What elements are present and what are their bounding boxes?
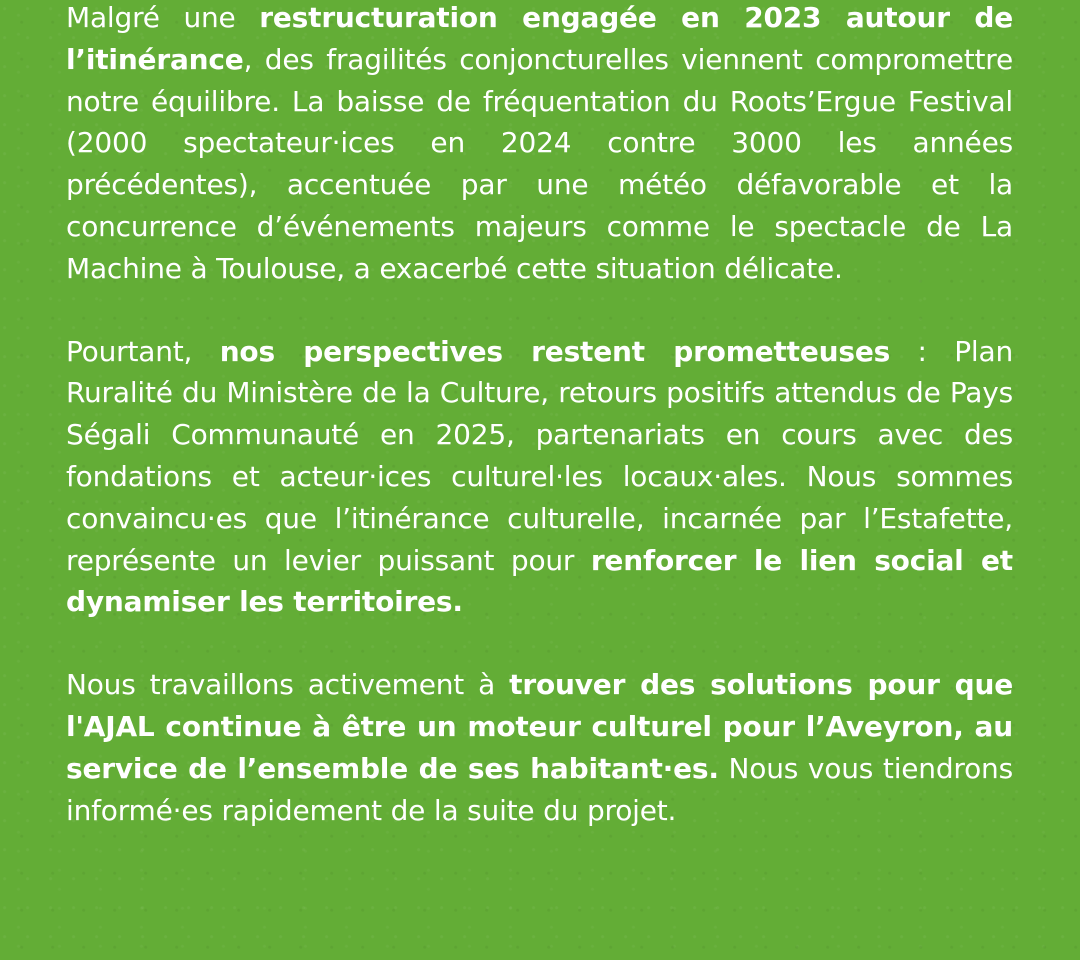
bold-segment: nos perspectives restent prometteuses bbox=[219, 334, 891, 368]
paragraph-perspectives bbox=[66, 331, 1013, 624]
paragraph-solutions bbox=[66, 664, 1013, 831]
bold-segment: restructuration engagée en 2023 autour de l’itinérance bbox=[66, 1, 1013, 76]
text-segment: Pourtant, bbox=[66, 334, 220, 368]
text-segment: : Plan Ruralité du Ministère de la Culture, retours positifs attendus de Pays Ségali Communauté en 2025, partenariats en cours avec des fondations et acteur·ices culturel·les locaux·ales. Nous sommes convaincu·es que l’itinérance culturelle, incarnée par l’Estafette, représente un levier puissant pour bbox=[66, 334, 1013, 577]
text-segment: Malgré une bbox=[66, 1, 260, 34]
paragraph-difficulties bbox=[66, 0, 1013, 290]
text-segment: Nous travaillons activement à bbox=[66, 668, 510, 702]
bold-segment: trouver des solutions pour que l'AJAL continue à être un moteur culturel pour l’Aveyron, au service de l’ensemble de ses habitant·es. bbox=[66, 668, 1013, 785]
text-segment: , des fragilités conjoncturelles viennent compromettre notre équilibre. La baisse de fréquentation du Roots’Ergue Festival (2000 spectateur·ices en 2024 contre 3000 les années précédentes), accentuée par une météo défavorable et la concurrence d’événements majeurs comme le spectacle de La Machine à Toulouse, a exacerbé cette situation délicate. bbox=[66, 42, 1013, 285]
bold-segment: renforcer le lien social et dynamiser les territoires. bbox=[66, 543, 1013, 619]
text-body bbox=[66, 0, 1013, 831]
text-segment: Nous vous tiendrons informé·es rapidement de la suite du projet. bbox=[66, 751, 1013, 827]
